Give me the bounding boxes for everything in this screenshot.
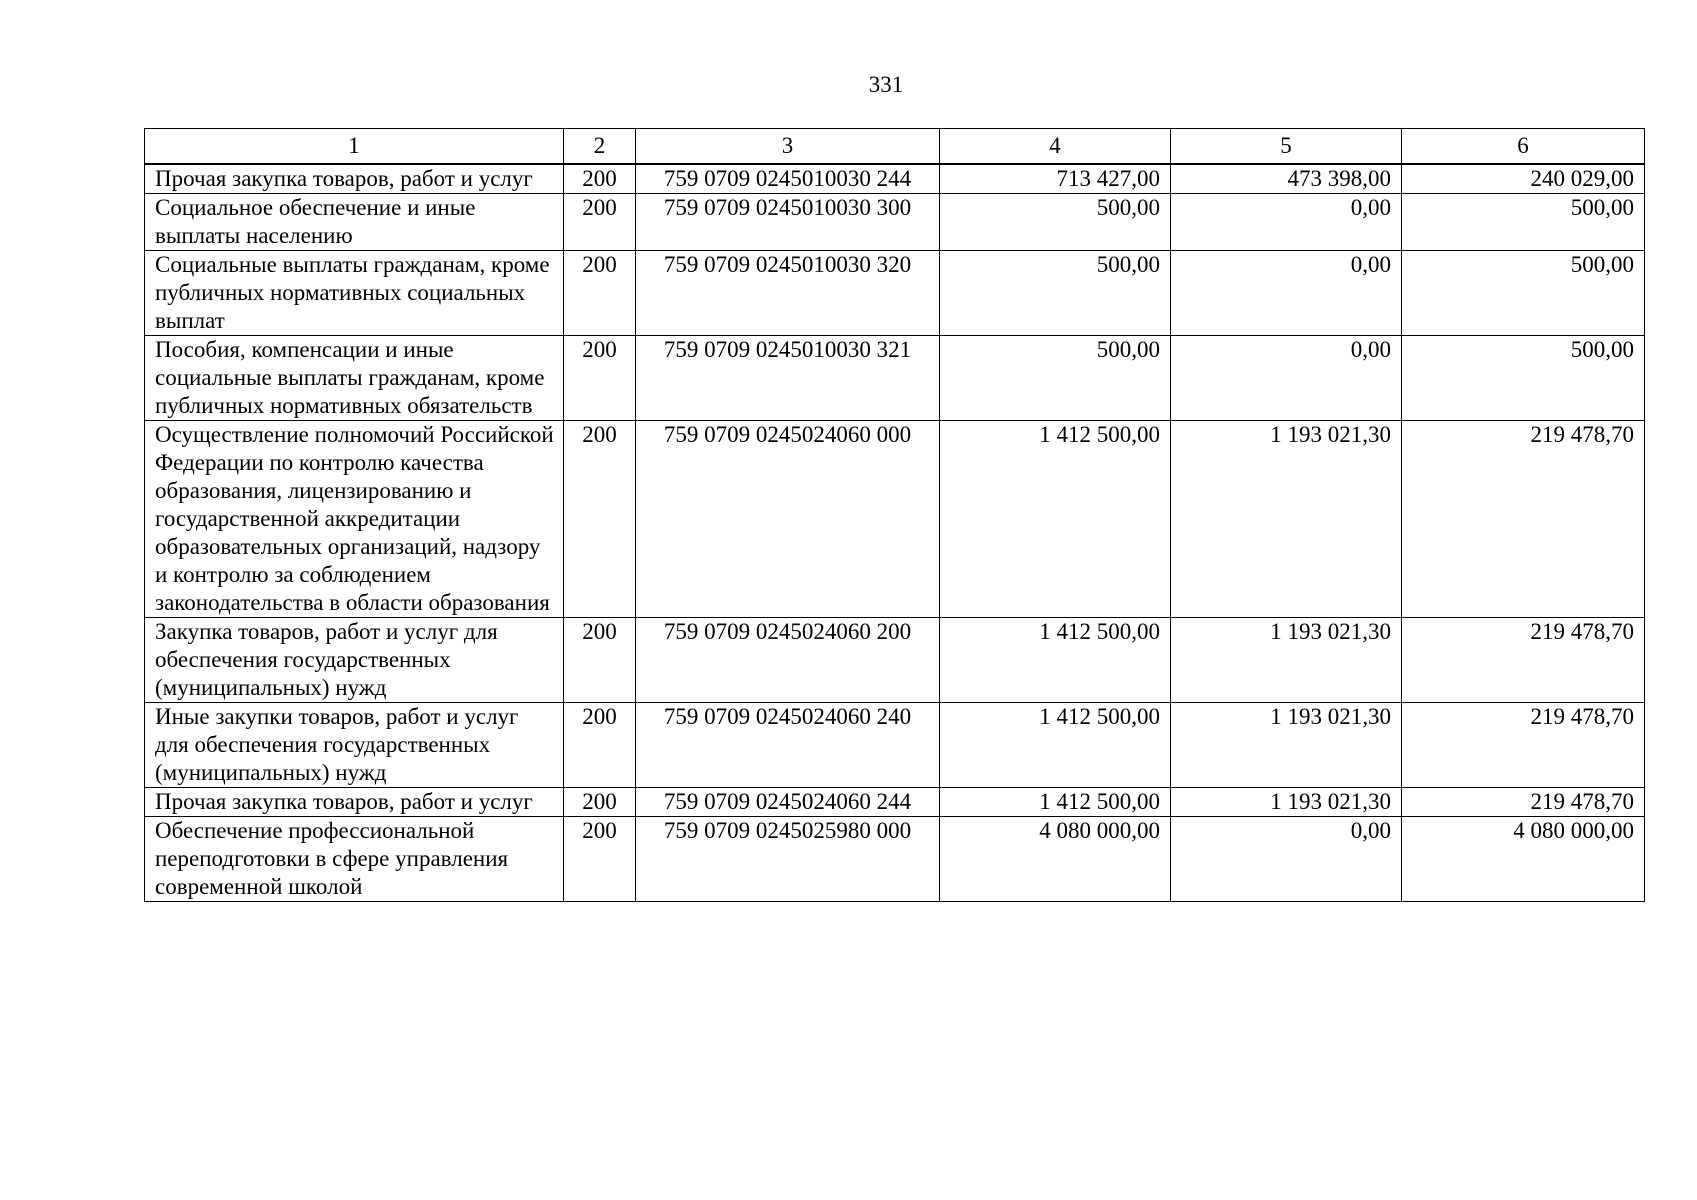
row-col5-cell: 473 398,00: [1171, 164, 1402, 194]
table-row: [145, 618, 1645, 703]
column-header-6: 6: [1402, 129, 1645, 165]
row-col4-cell: 500,00: [940, 251, 1171, 336]
row-col5-cell: 1 193 021,30: [1171, 421, 1402, 618]
row-col4-cell: 1 412 500,00: [940, 703, 1171, 788]
table-row: [145, 194, 1645, 251]
table-row: [145, 251, 1645, 336]
row-col5-cell: 0,00: [1171, 194, 1402, 251]
row-name-cell: Иные закупки товаров, работ и услуг для обеспечения государственных (муниципальных) нужд: [145, 703, 564, 788]
row-name-cell: Социальное обеспечение и иные выплаты населению: [145, 194, 564, 251]
row-classification-cell: 759 0709 0245010030 321: [636, 336, 940, 421]
row-code-cell: 200: [564, 703, 636, 788]
table-row: [145, 336, 1645, 421]
row-col5-cell: 0,00: [1171, 336, 1402, 421]
row-col6-cell: 240 029,00: [1402, 164, 1645, 194]
column-header-5: 5: [1171, 129, 1402, 165]
row-col5-cell: 0,00: [1171, 817, 1402, 902]
row-col5-cell: 1 193 021,30: [1171, 788, 1402, 817]
column-header-4: 4: [940, 129, 1171, 165]
row-col4-cell: 1 412 500,00: [940, 421, 1171, 618]
row-classification-cell: 759 0709 0245024060 244: [636, 788, 940, 817]
row-col6-cell: 219 478,70: [1402, 421, 1645, 618]
row-col4-cell: 500,00: [940, 336, 1171, 421]
row-classification-cell: 759 0709 0245024060 240: [636, 703, 940, 788]
row-classification-cell: 759 0709 0245024060 200: [636, 618, 940, 703]
row-name-cell: Пособия, компенсации и иные социальные выплаты гражданам, кроме публичных нормативных обязательств: [145, 336, 564, 421]
row-col6-cell: 500,00: [1402, 336, 1645, 421]
row-classification-cell: 759 0709 0245010030 244: [636, 164, 940, 194]
row-code-cell: 200: [564, 164, 636, 194]
row-col6-cell: 500,00: [1402, 251, 1645, 336]
row-name-cell: Закупка товаров, работ и услуг для обеспечения государственных (муниципальных) нужд: [145, 618, 564, 703]
row-code-cell: 200: [564, 251, 636, 336]
row-code-cell: 200: [564, 194, 636, 251]
page-number: 331: [868, 72, 904, 97]
row-col4-cell: 1 412 500,00: [940, 788, 1171, 817]
table-row: [145, 788, 1645, 817]
row-col5-cell: 1 193 021,30: [1171, 618, 1402, 703]
column-header-1: 1: [145, 129, 564, 165]
column-header-3: 3: [636, 129, 940, 165]
table-row: [145, 703, 1645, 788]
row-name-cell: Прочая закупка товаров, работ и услуг: [145, 164, 564, 194]
row-col4-cell: 713 427,00: [940, 164, 1171, 194]
table-row: [145, 164, 1645, 194]
row-name-cell: Осуществление полномочий Российской Федерации по контролю качества образования, лицензированию и государственной аккредитации образовательных организаций, надзору и контролю за соблюдением законодательства в области образования: [145, 421, 564, 618]
row-code-cell: 200: [564, 421, 636, 618]
row-col6-cell: 500,00: [1402, 194, 1645, 251]
row-col4-cell: 4 080 000,00: [940, 817, 1171, 902]
table-row: [145, 817, 1645, 902]
row-classification-cell: 759 0709 0245025980 000: [636, 817, 940, 902]
row-code-cell: 200: [564, 788, 636, 817]
row-code-cell: 200: [564, 817, 636, 902]
column-header-2: 2: [564, 129, 636, 165]
row-classification-cell: 759 0709 0245024060 000: [636, 421, 940, 618]
row-classification-cell: 759 0709 0245010030 320: [636, 251, 940, 336]
row-col4-cell: 500,00: [940, 194, 1171, 251]
row-col6-cell: 219 478,70: [1402, 703, 1645, 788]
row-name-cell: Обеспечение профессиональной переподготовки в сфере управления современной школой: [145, 817, 564, 902]
row-col5-cell: 1 193 021,30: [1171, 703, 1402, 788]
row-name-cell: Социальные выплаты гражданам, кроме публичных нормативных социальных выплат: [145, 251, 564, 336]
table-row: [145, 421, 1645, 618]
row-code-cell: 200: [564, 618, 636, 703]
row-col6-cell: 219 478,70: [1402, 788, 1645, 817]
row-name-cell: Прочая закупка товаров, работ и услуг: [145, 788, 564, 817]
row-col6-cell: 4 080 000,00: [1402, 817, 1645, 902]
row-classification-cell: 759 0709 0245010030 300: [636, 194, 940, 251]
budget-table: [144, 128, 1645, 902]
table-header-row: [145, 129, 1645, 165]
row-col6-cell: 219 478,70: [1402, 618, 1645, 703]
row-code-cell: 200: [564, 336, 636, 421]
row-col5-cell: 0,00: [1171, 251, 1402, 336]
row-col4-cell: 1 412 500,00: [940, 618, 1171, 703]
